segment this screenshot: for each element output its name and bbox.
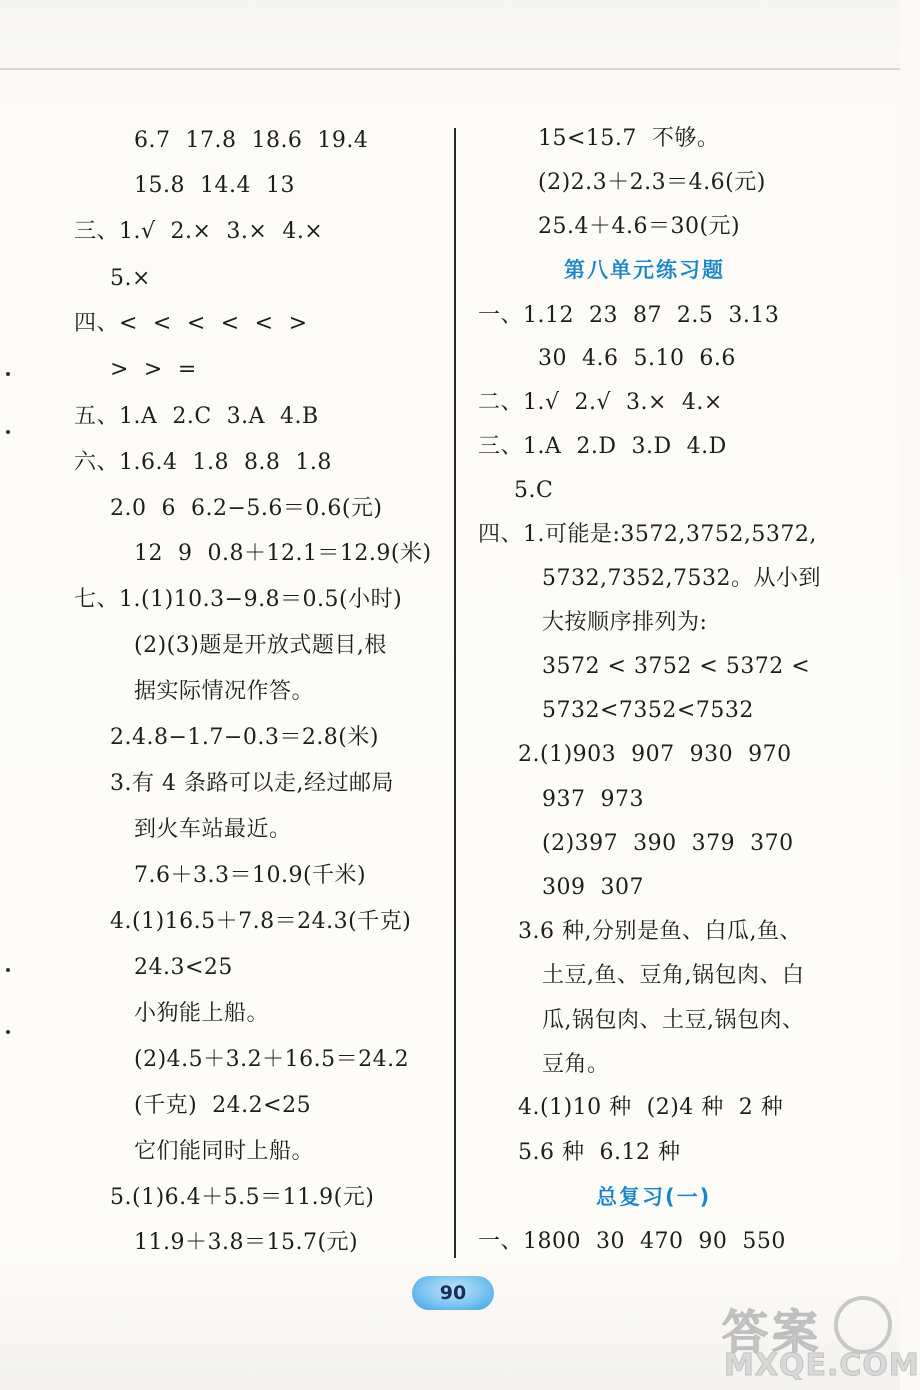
answer-line: 15.8 14.4 13 <box>134 173 295 198</box>
answer-line: 豆角。 <box>542 1052 610 1077</box>
answer-line: 瓜,锅包肉、土豆,锅包肉、 <box>542 1008 805 1033</box>
answer-line: 据实际情况作答。 <box>134 679 315 704</box>
answer-line: 5.C <box>514 478 554 503</box>
answer-line: > > = <box>110 357 197 382</box>
scan-speck <box>6 430 10 434</box>
answer-line: 5.(1)6.4＋5.5＝11.9(元) <box>110 1185 375 1210</box>
scan-speck <box>6 372 10 376</box>
answer-line: 5.6 种 6.12 种 <box>518 1140 681 1165</box>
answer-line: 937 973 <box>542 787 644 812</box>
answer-line: (2)4.5＋3.2＋16.5＝24.2 <box>134 1047 410 1072</box>
answer-line: 二、1.√ 2.√ 3.× 4.× <box>478 390 723 415</box>
answer-line: 7.6＋3.3＝10.9(千米) <box>134 863 367 888</box>
answer-line: 三、1.A 2.D 3.D 4.D <box>478 434 727 459</box>
answer-line: 大按顺序排列为: <box>542 610 708 635</box>
column-divider <box>454 128 456 1258</box>
page-number-badge <box>412 1276 494 1310</box>
answer-line: 2.(1)903 907 930 970 <box>518 742 792 767</box>
answer-line: 309 307 <box>542 875 644 900</box>
answer-line: 一、1800 30 470 90 550 <box>478 1229 786 1254</box>
section-heading-review1: 总复习(一) <box>596 1185 712 1209</box>
answer-line: 3.有 4 条路可以走,经过邮局 <box>110 771 394 796</box>
answer-line: 2.4.8−1.7−0.3＝2.8(米) <box>110 725 379 750</box>
answer-line: 4.(1)16.5＋7.8＝24.3(千克) <box>110 909 412 934</box>
answer-line: (2)2.3＋2.3＝4.6(元) <box>538 170 766 195</box>
answer-line: 七、1.(1)10.3−9.8＝0.5(小时) <box>74 587 403 612</box>
answer-line: 5732<7352<7532 <box>542 698 754 723</box>
watermark-circle-icon <box>834 1296 892 1354</box>
answer-line: 五、1.A 2.C 3.A 4.B <box>74 404 319 429</box>
answer-line: (千克) 24.2<25 <box>134 1093 312 1118</box>
page-number: 90 <box>439 1282 467 1304</box>
answer-line: 六、1.6.4 1.8 8.8 1.8 <box>74 450 332 475</box>
answer-line: 5.× <box>110 266 151 291</box>
answer-line: 12 9 0.8＋12.1＝12.9(米) <box>134 541 432 566</box>
section-heading-unit8: 第八单元练习题 <box>564 258 725 282</box>
answer-line: 15<15.7 不够。 <box>538 126 720 151</box>
answer-line: 它们能同时上船。 <box>134 1139 315 1164</box>
answer-line: 5732,7352,7532。从小到 <box>542 566 821 591</box>
answer-line: 30 4.6 5.10 6.6 <box>538 346 736 371</box>
scan-speck <box>6 1030 10 1034</box>
answer-line: 25.4＋4.6＝30(元) <box>538 214 741 239</box>
answer-line: 6.7 17.8 18.6 19.4 <box>134 128 369 153</box>
page-top-edge <box>0 68 900 70</box>
answer-line: (2)397 390 379 370 <box>542 831 794 856</box>
answer-line: 四、< < < < < > <box>74 311 308 336</box>
answer-line: 一、1.12 23 87 2.5 3.13 <box>478 303 780 328</box>
answer-line: 2.0 6 6.2−5.6＝0.6(元) <box>110 496 383 521</box>
answer-line: (2)(3)题是开放式题目,根 <box>134 633 387 658</box>
watermark-url: MXQE.COM <box>724 1348 920 1383</box>
answer-line: 3572 < 3752 < 5372 < <box>542 654 811 679</box>
answer-line: 11.9＋3.8＝15.7(元) <box>134 1230 359 1255</box>
watermark <box>700 1290 920 1390</box>
answer-line: 到火车站最近。 <box>134 817 292 842</box>
answer-line: 小狗能上船。 <box>134 1001 270 1026</box>
scan-speck <box>6 968 10 972</box>
answer-line: 4.(1)10 种 (2)4 种 2 种 <box>518 1095 784 1120</box>
answer-line: 3.6 种,分别是鱼、白瓜,鱼、 <box>518 919 802 944</box>
watermark-logo-text: 答案 <box>722 1305 822 1359</box>
answer-line: 土豆,鱼、豆角,锅包肉、白 <box>542 963 805 988</box>
answer-line: 三、1.√ 2.× 3.× 4.× <box>74 219 324 244</box>
answer-line: 四、1.可能是:3572,3752,5372, <box>478 522 817 547</box>
answer-line: 24.3<25 <box>134 955 233 980</box>
